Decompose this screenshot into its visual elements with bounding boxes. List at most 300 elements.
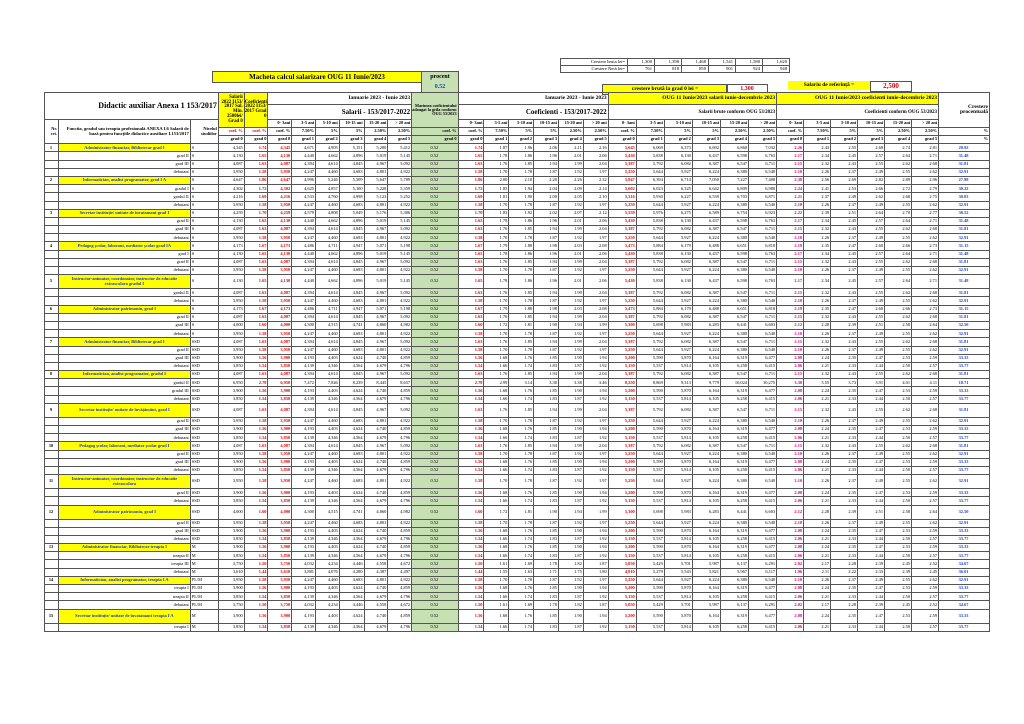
salary-grade: 3,850 (268, 593, 292, 601)
salary-grade: 4,139 (292, 623, 316, 631)
years-header: 5-10 ani (664, 120, 692, 128)
salary-grade: 4,346 (315, 434, 339, 442)
oug-coef: 2.10 (777, 475, 804, 489)
salary-grade: 3,950 (268, 168, 292, 176)
salary-2022: 4,087 (218, 289, 244, 297)
salary-2022: 3,900 (218, 387, 244, 395)
salary-grade: 4,558 (364, 560, 388, 568)
oug-coef: 2.53 (885, 458, 912, 466)
oug-coef: 2.39 (858, 560, 885, 568)
coef-grade: 1.76 (509, 527, 534, 535)
oug-salary: 6,380 (720, 519, 748, 527)
coef-grade: 1.78 (534, 601, 559, 609)
coef-2022: 1.74 (244, 144, 268, 152)
salary-grade: 4,247 (292, 168, 316, 176)
salary-grade: 4,403 (315, 544, 339, 552)
coef-2022: 1.70 (244, 209, 268, 217)
oug-coef: 2.24 (777, 185, 804, 193)
study-level: S (190, 209, 218, 217)
salary-grade: 4,394 (292, 442, 316, 450)
row-number (45, 593, 59, 601)
oug-coef: 2.59 (912, 585, 939, 593)
salary-grade: 5,049 (339, 209, 364, 217)
oug-salary: 5,430 (608, 275, 636, 289)
study-level: S (190, 275, 218, 289)
salary-grade: 5,359 (388, 185, 412, 193)
oug-coef: 2.21 (804, 593, 831, 601)
salary-grade: 4,247 (292, 330, 316, 338)
coef-grade: 1.88 (509, 242, 534, 250)
study-level: SSD (190, 475, 218, 489)
row-number (45, 354, 59, 362)
row-number (45, 362, 59, 370)
coef-2022: 1.54 (244, 497, 268, 505)
coef-added: 0.52 (412, 330, 458, 338)
function-name: grad II (59, 417, 191, 425)
oug-coef: 2.12 (777, 321, 804, 329)
coef-2022: 1.58 (244, 576, 268, 584)
coef-grade: 2.04 (534, 185, 559, 193)
coef-grade: 1.90 (558, 387, 583, 395)
coef-grade: 1.54 (458, 552, 484, 560)
table-row (45, 234, 990, 242)
coef-grade: 1.83 (534, 466, 559, 474)
oug-coef-header: OUG 11 Iunie/2023 coeficienti iunie-decembrie 2023 (777, 93, 939, 105)
function-name: debutant (59, 330, 191, 338)
pct-header: 5% (509, 128, 534, 136)
oug-salary: 6,319 (720, 426, 748, 434)
study-level: S (190, 297, 218, 305)
oug-coef: 2.06 (777, 466, 804, 474)
salary-grade: 4,796 (388, 535, 412, 543)
oug-salary: 5,150 (608, 362, 636, 370)
oug-coef: 2.45 (912, 568, 939, 576)
period1-header: Ianuarie 2023 - Iunie 2023 (268, 93, 412, 105)
coef-grade: 2.04 (583, 338, 608, 346)
salary-grade: 4,193 (292, 544, 316, 552)
mini-value: 1,580 (736, 59, 763, 66)
coef-added: 0.52 (412, 475, 458, 489)
oug-coef: 4.11 (912, 379, 939, 387)
coef-grade: 1.85 (534, 354, 559, 362)
salary-grid (44, 92, 990, 632)
oug-salary: 5,150 (608, 623, 636, 631)
oug-salary: 6,714 (664, 176, 692, 184)
oug-coef: 2.37 (831, 330, 858, 338)
coef-grade: 2.01 (558, 275, 583, 289)
coef-grade: 1.87 (534, 330, 559, 338)
oug-salary: 6,415 (749, 552, 777, 560)
procent-box (421, 71, 459, 93)
increase-percent: 33.33 (939, 585, 990, 593)
oug-salary: 5,200 (608, 354, 636, 362)
oug-coef: 2.35 (804, 305, 831, 313)
coef-2022: 2.78 (244, 379, 268, 387)
years-header: 10-15 ani (858, 120, 885, 128)
coef-grade: 2.04 (583, 160, 608, 168)
row-number: 1 (45, 144, 59, 152)
coef-grade: 1.78 (509, 576, 534, 584)
salary-grade: 4,394 (292, 289, 316, 297)
oug-salary: 5,792 (636, 258, 664, 266)
coef-grade: 1.66 (484, 362, 509, 370)
coef-added: 0.52 (412, 362, 458, 370)
function-name: Pedagog școlar, laborant, mediator școlar grad IA (59, 242, 191, 250)
row-number (45, 234, 59, 242)
oug-salary: 5,429 (636, 601, 664, 609)
years-header: 0- 3ani (458, 120, 484, 128)
study-level: S (190, 313, 218, 321)
grade-header: grad 1 (292, 136, 316, 144)
oug-salary: 6,380 (720, 417, 748, 425)
oug-salary: 6,651 (720, 305, 748, 313)
salary-grade: 4,234 (315, 560, 339, 568)
oug-coef: 2.26 (804, 475, 831, 489)
oug-salary: 5,967 (720, 568, 748, 576)
oug-coef: 2.44 (858, 552, 885, 560)
salary-grade: 4,302 (268, 185, 292, 193)
oug-salary: 6,809 (720, 185, 748, 193)
increase-percent: 29.92 (939, 144, 990, 152)
salary-grade: 5,092 (388, 258, 412, 266)
oug-salary: 5,387 (608, 258, 636, 266)
coef-grade: 1.92 (558, 234, 583, 242)
coef-added: 0.52 (412, 593, 458, 601)
oug-salary: 6,477 (749, 458, 777, 466)
salary-grade: 4,087 (268, 403, 292, 417)
increase-percent: 31.81 (939, 289, 990, 297)
oug-coef: 2.53 (885, 426, 912, 434)
oug-coef: 2.50 (885, 466, 912, 474)
salary-grade: 4,624 (339, 387, 364, 395)
coef-grade: 1.56 (458, 585, 484, 593)
increase-percent: 31.48 (939, 152, 990, 160)
salary-grade: 4,860 (364, 505, 388, 519)
oug-salary: 6,105 (692, 623, 720, 631)
salary-grade: 3,950 (268, 201, 292, 209)
oug-coef: 2.15 (777, 289, 804, 297)
coef-2022: 1.58 (244, 417, 268, 425)
increase-percent: 32.91 (939, 417, 990, 425)
oug-salary: 6,258 (720, 593, 748, 601)
oug-salary: 6,380 (720, 234, 748, 242)
oug-coef: 2.15 (777, 371, 804, 379)
coef-grade: 1.56 (458, 387, 484, 395)
coef-added: 0.52 (412, 489, 458, 497)
coef-added: 0.52 (412, 466, 458, 474)
increase-percent: 33.33 (939, 544, 990, 552)
oug-coef: 2.08 (777, 527, 804, 535)
coef-grade: 1.58 (458, 168, 484, 176)
coef-grade: 1.76 (484, 226, 509, 234)
salary-2022: 3,900 (218, 458, 244, 466)
coef-added: 0.52 (412, 209, 458, 217)
coef-grade: 1.85 (509, 403, 534, 417)
oug-salary: 5,927 (664, 475, 692, 489)
salary-grade: 4,998 (339, 193, 364, 201)
salary-grade: 4,624 (339, 527, 364, 535)
salary-grade: 4,859 (388, 544, 412, 552)
study-level: M (190, 568, 218, 576)
function-name: grad II (59, 346, 191, 354)
oug-coef: 3.73 (831, 379, 858, 387)
salary-grade: 4,801 (364, 168, 388, 176)
oug-coef: 2.24 (804, 426, 831, 434)
oug-coef: 2.43 (831, 313, 858, 321)
salary-grade: 5,092 (388, 160, 412, 168)
coef-grade: 1.94 (534, 258, 559, 266)
oug-coef: 2.55 (858, 258, 885, 266)
oug-salary: 6,477 (749, 585, 777, 593)
salary-2022: 3,950 (218, 201, 244, 209)
coef-grade: 1.60 (458, 505, 484, 519)
oug-coef: 2.06 (777, 552, 804, 560)
coef-grade: 1.92 (583, 623, 608, 631)
oug-salary: 5,927 (664, 168, 692, 176)
coef-grade: 2.12 (583, 209, 608, 217)
salary-grade: 4,193 (292, 426, 316, 434)
oug-salary: 5,645 (608, 144, 636, 152)
coef-grade: 3.38 (558, 379, 583, 387)
coef-grade: 1.87 (534, 234, 559, 242)
coef-grade: 1.87 (534, 475, 559, 489)
increase-percent: 32.91 (939, 267, 990, 275)
function-name: debutant (59, 497, 191, 505)
coef-2022: 1.54 (244, 466, 268, 474)
salarii2022-header: Salarii 2022 I153/ 2017 Sal. Min. 2500lei/ Grad 0 (218, 93, 244, 128)
oug-coef: 2.49 (858, 475, 885, 489)
salary-grade: 4,000 (268, 505, 292, 519)
oug-salary: 5,050 (608, 601, 636, 609)
study-level: M (190, 609, 218, 623)
oug-salary: 6,387 (692, 442, 720, 450)
coef-grade: 1.92 (558, 450, 583, 458)
salary-grade: 4,515 (315, 321, 339, 329)
oug-salary: 10,024 (720, 379, 748, 387)
oug-salary: 5,050 (608, 560, 636, 568)
row-number: 9 (45, 403, 59, 417)
oug-salary: 5,250 (608, 168, 636, 176)
oug-salary: 6,224 (692, 267, 720, 275)
study-level: SSD (190, 527, 218, 535)
oug-coef: 2.55 (885, 576, 912, 584)
oug-salary: 6,023 (636, 185, 664, 193)
oug-coef: 2.68 (912, 313, 939, 321)
oug-coef: 2.37 (831, 576, 858, 584)
coef-grade: 1.65 (458, 217, 484, 225)
coef-grade: 1.83 (534, 395, 559, 403)
coef-added: 0.52 (412, 338, 458, 346)
study-level: M (190, 623, 218, 631)
coef-grade: 1.90 (558, 426, 583, 434)
coef-grade: 1.70 (484, 234, 509, 242)
grade-header: grad 3 (858, 136, 885, 144)
coef-2022: 1.63 (244, 160, 268, 168)
coef-added: 0.52 (412, 201, 458, 209)
salary-grade: 4,711 (315, 305, 339, 313)
study-level: SSD (190, 379, 218, 387)
salary-grade: 5,145 (388, 275, 412, 289)
study-level: S (190, 330, 218, 338)
salary-grade: 4,460 (315, 201, 339, 209)
salary-grade: 5,092 (388, 403, 412, 417)
salary-grade: 3,900 (268, 354, 292, 362)
coef-added: 0.52 (412, 395, 458, 403)
oug-coef: 2.62 (885, 313, 912, 321)
salary-2022: 4,130 (218, 217, 244, 225)
coef-grade: 1.90 (534, 321, 559, 329)
oug-coef: 2.62 (885, 226, 912, 234)
coef-grade: 1.63 (458, 371, 484, 379)
salary-2022: 4,173 (218, 242, 244, 250)
row-number (45, 585, 59, 593)
salary-grade: 3,950 (268, 330, 292, 338)
row-number (45, 497, 59, 505)
salary-grade: 4,683 (339, 234, 364, 242)
salary-grade: 4,280 (339, 568, 364, 576)
coef-added: 0.52 (412, 176, 458, 184)
coef-2022: 1.58 (244, 475, 268, 489)
oug-salary: 5,250 (608, 346, 636, 354)
coef-grade: 1.94 (558, 321, 583, 329)
oug-coef: 2.49 (858, 576, 885, 584)
coef-grade: 1.82 (558, 601, 583, 609)
coef-grade: 1.68 (484, 609, 509, 623)
oug-salary: 6,539 (692, 193, 720, 201)
coef-added: 0.52 (412, 144, 458, 152)
table-row (45, 193, 990, 201)
grade-header: grad 3 (692, 136, 720, 144)
oug-salary: 4,910 (608, 568, 636, 576)
coef-grade: 1.70 (484, 417, 509, 425)
oug-coef: 2.15 (777, 258, 804, 266)
oug-coef: 2.08 (777, 354, 804, 362)
oug-salary: 5,250 (608, 475, 636, 489)
table-row (45, 258, 990, 266)
salary-2022: 3,900 (218, 527, 244, 535)
oug-salary: 5,387 (608, 371, 636, 379)
coef-grade: 1.97 (583, 519, 608, 527)
table-row (45, 544, 990, 552)
coef-grade: 2.26 (558, 176, 583, 184)
coef-grade: 1.69 (509, 601, 534, 609)
oug-coef: 2.15 (777, 160, 804, 168)
increase-percent: 31.81 (939, 442, 990, 450)
salary-grade: 4,247 (292, 297, 316, 305)
coef-grade: 1.58 (458, 330, 484, 338)
oug-coef: 2.10 (777, 576, 804, 584)
function-name: gradul I (59, 185, 191, 193)
oug-salary: 6,860 (720, 144, 748, 152)
salary-grade: 4,801 (364, 475, 388, 489)
salary-grade: 5,306 (388, 209, 412, 217)
pct-header: 5% (339, 128, 364, 136)
coef-grade: 1.92 (558, 475, 583, 489)
salary-grade: 3,750 (268, 601, 292, 609)
oug-salary: 5,644 (636, 234, 664, 242)
salary-grade: 4,857 (315, 185, 339, 193)
oug-salary: 5,200 (608, 527, 636, 535)
salary-grade: 4,460 (315, 267, 339, 275)
coef-grade: 1.87 (558, 593, 583, 601)
coef-grade: 1.76 (509, 609, 534, 623)
oug-salary: 5,814 (664, 535, 692, 543)
oug-coef: 2.10 (777, 346, 804, 354)
salary-grade: 4,683 (339, 201, 364, 209)
coef-grade: 2.04 (583, 226, 608, 234)
oug-salary: 6,283 (692, 321, 720, 329)
salary-grade: 4,087 (268, 313, 292, 321)
row-number (45, 313, 59, 321)
oug-salary: 5,644 (636, 576, 664, 584)
salary-grade: 4,967 (364, 442, 388, 450)
oug-salary: 6,642 (692, 185, 720, 193)
oug-salary: 6,711 (749, 371, 777, 379)
increase-percent: 30.83 (939, 193, 990, 201)
table-row (45, 305, 990, 313)
function-name: debutant (59, 168, 191, 176)
increase-percent: 33.33 (939, 609, 990, 623)
salary-grade: 4,387 (364, 568, 388, 576)
study-level: SSD (190, 417, 218, 425)
coef-grade: 1.90 (558, 354, 583, 362)
row-number (45, 450, 59, 458)
salary-grade: 4,859 (388, 426, 412, 434)
pct-header: 2.50% (885, 128, 912, 136)
row-number (45, 258, 59, 266)
increase-percent: 32.91 (939, 576, 990, 584)
study-level: PL/M (190, 585, 218, 593)
coef-grade: 1.54 (458, 497, 484, 505)
coef-grade: 1.85 (509, 313, 534, 321)
oug-coef: 2.45 (831, 152, 858, 160)
salary-grade: 3,950 (268, 519, 292, 527)
salary-grade: 4,679 (364, 623, 388, 631)
oug-coef: 2.50 (885, 497, 912, 505)
table-row (45, 585, 990, 593)
salary-grade: 4,247 (292, 267, 316, 275)
salary-grade: 4,247 (292, 417, 316, 425)
coef-added: 0.52 (412, 168, 458, 176)
coef-grade: 2.06 (583, 275, 608, 289)
salary-grade: 4,193 (292, 489, 316, 497)
salary-2022: 4,302 (218, 185, 244, 193)
oug-salary: 5,792 (636, 160, 664, 168)
oug-coef: 2.55 (858, 338, 885, 346)
coef-grade: 1.94 (534, 160, 559, 168)
oug-salary: 6,224 (692, 168, 720, 176)
oug-salary: 6,441 (720, 505, 748, 519)
coef-grade: 1.86 (509, 217, 534, 225)
oug-coef: 2.51 (831, 209, 858, 217)
salary-grade: 4,087 (268, 338, 292, 346)
coef-grade: 1.85 (534, 544, 559, 552)
coef-grade: 1.85 (509, 226, 534, 234)
oug-salary: 6,105 (692, 497, 720, 505)
study-level: S (190, 242, 218, 250)
salary-2022: 3,950 (218, 346, 244, 354)
coef-grade: 1.76 (484, 289, 509, 297)
salary-grade: 4,624 (339, 426, 364, 434)
study-level: S (190, 321, 218, 329)
coef-2022: 1.44 (244, 568, 268, 576)
coef-grade: 1.58 (458, 475, 484, 489)
coef-2022: 1.63 (244, 403, 268, 417)
coef-grade: 1.70 (458, 209, 484, 217)
salary-grade: 4,130 (268, 250, 292, 258)
salary-grade: 5,019 (364, 275, 388, 289)
oug-coef: 2.47 (858, 544, 885, 552)
